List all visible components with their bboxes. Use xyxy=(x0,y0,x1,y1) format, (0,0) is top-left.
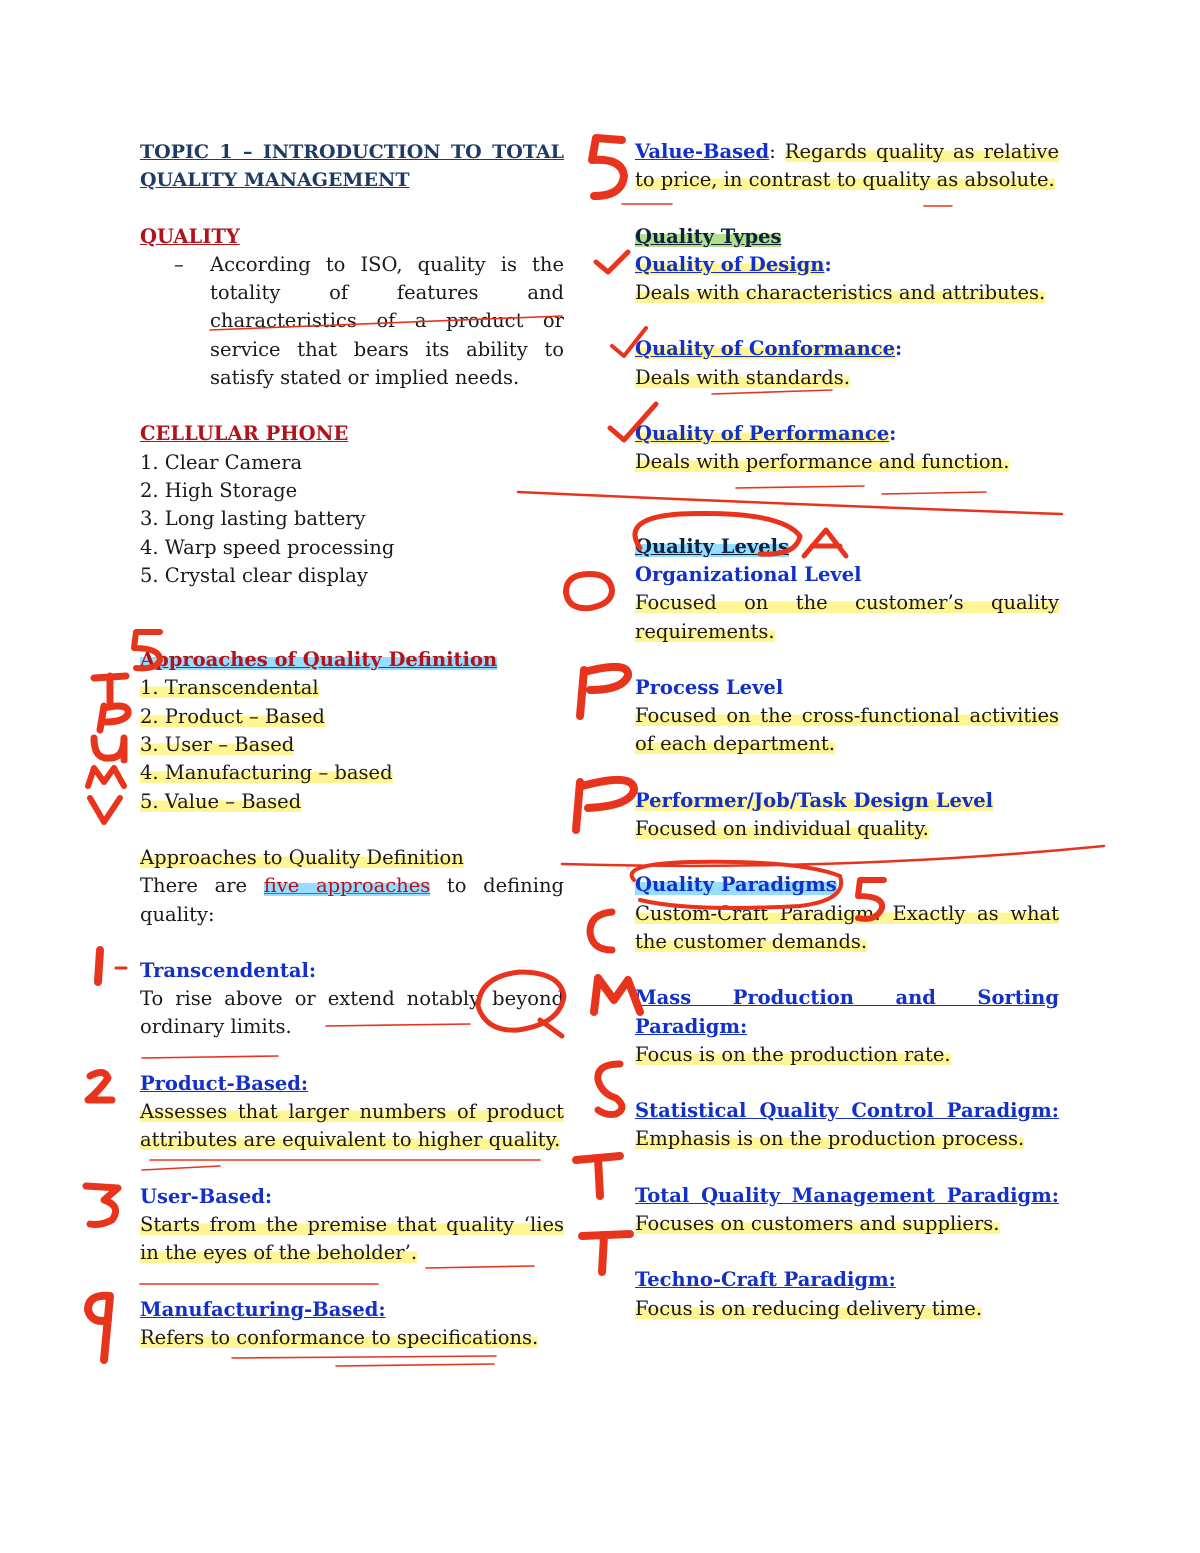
manufacturing-heading: Manufacturing-Based: xyxy=(140,1297,386,1321)
ink-number-3 xyxy=(86,1186,118,1225)
process-level-text: Focused on the cross-functional activities of each department. xyxy=(635,704,1059,756)
mass-production-heading: Mass Production and Sorting Paradigm: xyxy=(635,986,1059,1038)
topic-title-line1: TOPIC 1 – INTRODUCTION TO TOTAL xyxy=(140,141,564,163)
quality-levels-heading: Quality Levels xyxy=(635,534,789,558)
ink-letter-v-left xyxy=(90,798,120,822)
five-approaches-mark: five approaches xyxy=(263,874,431,898)
ink-letter-o xyxy=(566,574,612,608)
org-level-heading: Organizational Level xyxy=(635,562,862,586)
list-item: 5. Value – Based xyxy=(140,789,302,813)
org-level-text: Focused on the customer’s quality requirements. xyxy=(635,591,1059,643)
techno-craft-heading: Techno-Craft Paradigm: xyxy=(635,1268,896,1292)
ink-number-9 xyxy=(88,1296,110,1360)
performer-level-heading: Performer/Job/Task Design Level xyxy=(635,788,994,812)
user-text: Starts from the premise that quality ‘lies in the eyes of the beholder’. xyxy=(140,1212,564,1265)
performance-text: Deals with performance and function. xyxy=(635,450,1010,474)
right-column xyxy=(635,138,1059,1323)
ink-letter-p1 xyxy=(580,667,628,716)
ink-letter-t2 xyxy=(582,1234,630,1272)
manufacturing-text: Refers to conformance to specifications. xyxy=(140,1325,539,1349)
quality-definition-text: According to ISO, quality is the totality of features and characteristics of a product or service that bears its ability to satisfy stated or implied needs. xyxy=(210,252,564,390)
bullet-dash: – xyxy=(174,252,184,276)
list-item: 4. Manufacturing – based xyxy=(140,761,393,785)
ink-mark-5-top xyxy=(592,138,624,196)
user-heading: User-Based: xyxy=(140,1184,273,1208)
ink-letter-s xyxy=(598,1064,622,1115)
ink-number-1 xyxy=(98,950,100,982)
ink-letter-c xyxy=(590,912,612,950)
value-heading: Value-Based xyxy=(635,140,770,163)
ink-letter-m xyxy=(594,978,640,1012)
product-heading: Product-Based: xyxy=(140,1071,309,1095)
topic-title xyxy=(140,138,564,195)
quality-types-heading: Quality Types xyxy=(635,224,782,248)
techno-craft-text: Focus is on reducing delivery time. xyxy=(635,1296,983,1320)
value-based: Value-Based: Regards quality as relative to price, in contrast to quality as absolute. xyxy=(635,140,1059,192)
conformance-text: Deals with standards. xyxy=(635,365,850,389)
ink-check-1 xyxy=(596,252,628,272)
approaches-list xyxy=(140,674,564,815)
ink-letter-t-left xyxy=(94,676,126,702)
design-heading: Quality of Design: xyxy=(635,252,832,276)
list-item: 3. Long lasting battery xyxy=(140,507,366,531)
quality-paradigms-heading: Quality Paradigms xyxy=(635,873,837,897)
cellular-list xyxy=(140,449,564,590)
list-item: 4. Warp speed processing xyxy=(140,535,395,559)
approaches-title: Approaches to Quality Definition xyxy=(140,845,464,869)
cellular-heading: CELLULAR PHONE xyxy=(140,422,349,446)
ink-letter-t1 xyxy=(576,1156,620,1196)
custom-craft-text: Custom-Craft Paradigm: Exactly as what the customer demands. xyxy=(635,901,1059,953)
approaches-heading-text: Approaches of Quality Definition xyxy=(140,648,498,672)
quality-definition xyxy=(140,251,564,392)
performer-level-text: Focused on individual quality. xyxy=(635,817,929,841)
spc-text: Emphasis is on the production process. xyxy=(635,1127,1025,1151)
left-column xyxy=(140,138,564,1352)
tqm-text: Focuses on customers and suppliers. xyxy=(635,1212,1000,1236)
list-item: 1. Transcendental xyxy=(140,676,319,700)
transcendental-heading: Transcendental: xyxy=(140,958,317,982)
topic-title-line2: QUALITY MANAGEMENT xyxy=(140,169,410,192)
process-level-heading: Process Level xyxy=(635,675,784,699)
ink-underline-mfg xyxy=(232,1356,496,1366)
tqm-heading: Total Quality Management Paradigm: xyxy=(635,1183,1059,1207)
mass-production-text: Focus is on the production rate. xyxy=(635,1042,951,1066)
list-item: 2. Product – Based xyxy=(140,704,325,728)
design-text: Deals with characteristics and attributes. xyxy=(635,281,1046,305)
ink-letter-m-left xyxy=(88,768,124,786)
list-item: 3. User – Based xyxy=(140,733,295,757)
ink-letter-p2 xyxy=(576,780,634,830)
ink-number-2 xyxy=(88,1072,112,1100)
quality-heading: QUALITY xyxy=(140,224,240,248)
spc-heading: Statistical Quality Control Paradigm: xyxy=(635,1099,1059,1123)
transcendental-text: To rise above or extend notably beyond ordinary limits. xyxy=(140,987,564,1039)
conformance-heading: Quality of Conformance: xyxy=(635,337,903,361)
performance-heading: Quality of Performance: xyxy=(635,422,897,446)
approaches-heading xyxy=(140,646,564,674)
ink-letter-p-left xyxy=(100,706,128,730)
approaches-intro: There are five approaches to defining quality: xyxy=(140,874,564,926)
list-item: 2. High Storage xyxy=(140,478,298,502)
value-text: Regards quality as relative to price, in contrast to quality as absolute. xyxy=(635,140,1059,192)
ink-letter-u-left xyxy=(94,738,124,760)
list-item: 5. Crystal clear display xyxy=(140,563,368,587)
product-text: Assesses that larger numbers of product attributes are equivalent to higher quality. xyxy=(140,1100,564,1152)
list-item: 1. Clear Camera xyxy=(140,450,303,474)
